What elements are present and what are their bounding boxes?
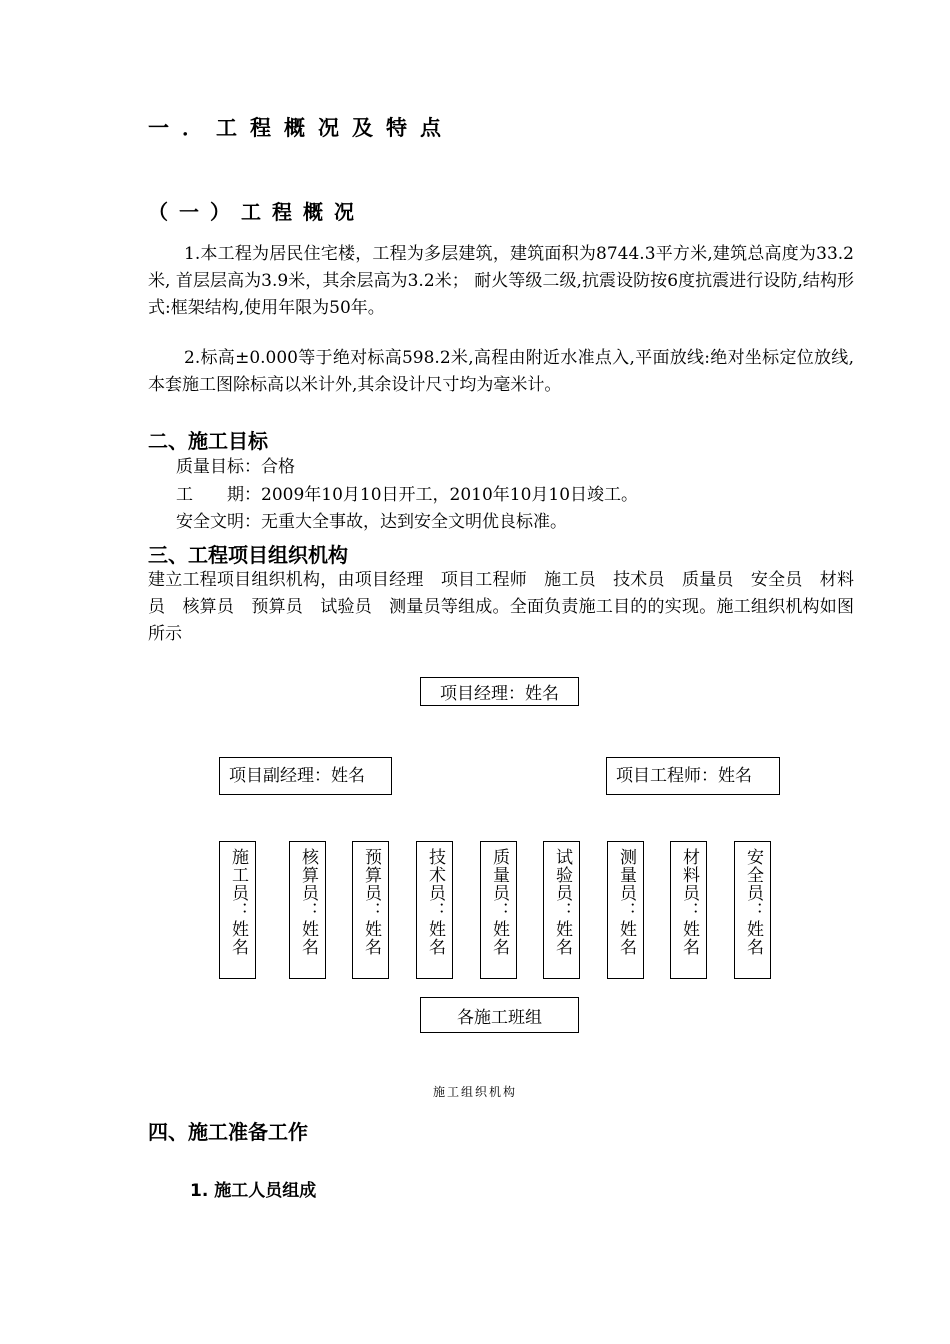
staff-box-testing — [543, 841, 580, 979]
project-engineer-box — [606, 757, 780, 795]
staff-label: 测量员：姓名 — [616, 848, 636, 956]
staff-label: 安全员：姓名 — [743, 848, 763, 956]
figure-caption: 施工组织机构 — [432, 1085, 517, 1099]
deputy-manager-label: 项目副经理：姓名 — [229, 766, 365, 786]
project-manager-box — [420, 677, 579, 706]
staff-label: 试验员：姓名 — [552, 848, 572, 956]
overview-paragraph-1: 1.本工程为居民住宅楼，工程为多层建筑，建筑面积为8744.3平方米,建筑总高度为33.2米, 首层层高为3.9米，其余层高为3.2米； 耐火等级二级,抗震设防按6度抗震进行设防,结构形式:框架结构,使用年限为50年。 — [148, 244, 854, 318]
section4-title: 四、施工准备工作 — [148, 1120, 308, 1144]
project-engineer-label: 项目工程师：姓名 — [616, 766, 752, 786]
section2-title: 二、施工目标 — [148, 429, 268, 453]
staff-label: 核算员：姓名 — [298, 848, 318, 956]
staff-box-quality — [480, 841, 517, 979]
section1-subtitle: （一）工程概况 — [148, 200, 365, 224]
staff-box-materials — [670, 841, 707, 979]
construction-period: 工 期：2009年10月10日开工，2010年10月10日竣工。 — [176, 485, 639, 505]
staff-box-budget — [352, 841, 389, 979]
overview-paragraph-2: 2.标高±0.000等于绝对标高598.2米,高程由附近水准点入,平面放线:绝对坐标定位放线,本套施工图除标高以米计外,其余设计尺寸均为毫米计。 — [148, 348, 854, 395]
staff-box-survey — [607, 841, 644, 979]
staff-box-accounting — [289, 841, 326, 979]
quality-target: 质量目标：合格 — [176, 457, 295, 477]
staff-label: 预算员：姓名 — [361, 848, 381, 956]
deputy-manager-box — [219, 757, 392, 795]
organization-paragraph: 建立工程项目组织机构，由项目经理 项目工程师 施工员 技术员 质量员 安全员 材料员 核算员 预算员 试验员 测量员等组成。全面负责施工目的的实现。施工组织机构如图所示 — [148, 570, 854, 644]
section4-subtitle: 1. 施工人员组成 — [190, 1181, 317, 1201]
staff-box-construction — [219, 841, 256, 979]
staff-box-safety — [734, 841, 771, 979]
section1-title: 一．工程概况及特点 — [148, 116, 454, 140]
construction-teams-label: 各施工班组 — [457, 1007, 542, 1028]
staff-label: 质量员：姓名 — [489, 848, 509, 956]
staff-box-technical — [416, 841, 453, 979]
project-manager-label: 项目经理：姓名 — [440, 684, 559, 704]
staff-label: 材料员：姓名 — [679, 848, 699, 956]
construction-teams-box — [420, 997, 579, 1033]
safety-target: 安全文明：无重大全事故，达到安全文明优良标准。 — [176, 512, 567, 532]
staff-label: 技术员：姓名 — [425, 848, 445, 956]
staff-label: 施工员：姓名 — [228, 848, 248, 956]
section3-title: 三、工程项目组织机构 — [148, 543, 348, 567]
